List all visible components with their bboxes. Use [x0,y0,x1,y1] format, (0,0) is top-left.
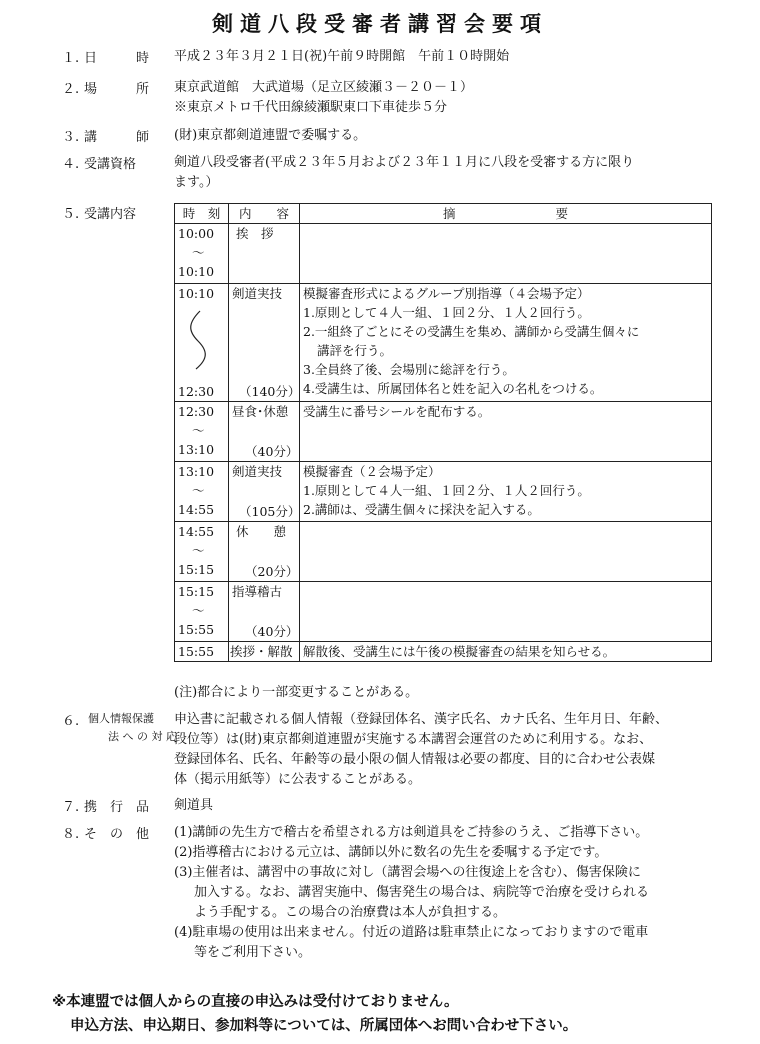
section-value [174,47,734,67]
detail-line: 2.講師は、受講生個々に採決を記入する。 [303,502,540,517]
footer-notice-1: ※本連盟では個人からの直接の申込みは受付けておりません。 [52,994,459,1010]
activity-cell [229,642,300,662]
schedule-row [175,642,712,662]
section-label [88,710,177,746]
time-tilde: 〜 [192,603,205,618]
time-tilde: 〜 [192,245,205,260]
detail-line: 解散後、受講生には午後の模擬審査の結果を知らせる。 [303,644,616,659]
detail-line: 講評を行う。 [317,343,393,358]
details-cell [300,642,712,662]
section-number: ４. [62,157,80,172]
details-cell [300,402,712,462]
other-item-cont: 加入する。なお、講習実施中、傷害発生の場合は、病院等で治療を受けられる [194,885,650,900]
details-cell [300,462,712,522]
time-start: 15:15 [178,584,215,599]
activity-duration: （40分） [245,444,299,459]
section-label: 受講資格 [84,157,137,172]
section-number: ８. [62,827,80,842]
section-line: 平成２３年３月２１日(祝)午前９時開館 午前１０時開始 [174,49,510,64]
document-title: 剣道八段受審者講習会要項 [212,11,548,36]
time-cell [175,582,229,642]
schedule-table [174,203,712,662]
time-start: 14:55 [178,524,215,539]
detail-line: 1.原則として４人一組、１回２分、１人２回行う。 [303,483,590,498]
time-end: 12:30 [178,384,215,399]
detail-line: 2.一組終了ごとにその受講生を集め、講師から受講生個々に [303,324,640,339]
section-label: 講 師 [84,130,150,145]
time-cell [175,284,229,402]
activity-cell [229,522,300,582]
schedule-row [175,402,712,462]
other-item: (2)指導稽古における元立は、講師以外に数名の先生を委嘱する予定です。 [174,845,608,860]
other-item-cont: よう手配する。この場合の治療費は本人が負担する。 [194,905,507,920]
time-start: 10:00 [178,226,215,241]
footer-notice-2: 申込方法、申込期日、参加料等については、所属団体へお問い合わせ下さい。 [70,1018,578,1034]
time-tilde: 〜 [192,483,205,498]
other-item: (4)駐車場の使用は出来ません。付近の道路は駐車禁止になっておりますので電車 [174,925,649,940]
section-label-line: 個人情報保護 [88,712,154,725]
time-cell [175,462,229,522]
activity-name: 剣道実技 [232,464,283,479]
activity-cell [229,462,300,522]
activity-cell [229,402,300,462]
details-cell [300,582,712,642]
details-cell [300,522,712,582]
time-start: 15:55 [178,644,215,659]
time-tilde: 〜 [192,543,205,558]
activity-duration: （105分） [239,504,301,519]
section-label: 受講内容 [84,207,137,222]
section-value [174,710,734,790]
time-end: 15:15 [178,562,215,577]
section-number: ５. [62,207,80,222]
section-line: 登録団体名、氏名、年齢等の最小限の個人情報は必要の都度、目的に合わせ公表媒 [174,752,656,767]
section-number: ２. [62,82,80,97]
section-value [174,78,734,118]
activity-name: 挨 拶 [236,226,274,241]
section-line: 申込書に記載される個人情報（登録団体名、漢字氏名、カナ氏名、生年月日、年齢、 [174,712,669,727]
time-end: 13:10 [178,442,215,457]
activity-name: 剣道実技 [232,286,283,301]
detail-line: 4.受講生は、所属団体名と姓を記入の名札をつける。 [303,381,603,396]
header-time: 時 刻 [175,204,229,224]
schedule-row [175,284,712,402]
section-number: ７. [62,800,80,815]
other-item: (1)講師の先生方で稽古を希望される方は剣道具をご持参のうえ、ご指導下さい。 [174,825,649,840]
detail-line: 1.原則として４人一組、１回２分、１人２回行う。 [303,305,590,320]
section-label: 場 所 [84,82,150,97]
section-value [174,153,734,193]
section-value [174,126,734,146]
activity-name: 挨拶・解散 [230,644,293,659]
activity-duration: （20分） [245,564,299,579]
section-line: 東京武道館 大武道場（足立区綾瀬３－２０－１） [174,80,474,95]
activity-name: 休 憩 [236,524,287,539]
time-start: 10:10 [178,286,215,301]
section-label-line: 法 へ の 対 応 [108,730,177,743]
activity-name: 昼食･休憩 [232,404,289,419]
activity-cell [229,224,300,284]
schedule-row [175,582,712,642]
detail-line: 3.全員終了後、会場別に総評を行う。 [303,362,515,377]
time-end: 14:55 [178,502,215,517]
time-cell [175,642,229,662]
schedule-row [175,522,712,582]
section-line: 剣道具 [174,798,214,813]
activity-name: 指導稽古 [232,584,283,599]
section-value [174,823,734,963]
other-item-cont: 等をご利用下さい。 [194,945,312,960]
section-number: １. [62,51,80,66]
schedule-note: (注)都合により一部変更することがある。 [174,685,419,700]
detail-line: 模擬審査（２会場予定） [303,464,441,479]
time-cell [175,224,229,284]
section-number: ３. [62,130,80,145]
time-cell [175,402,229,462]
time-start: 12:30 [178,404,215,419]
details-cell [300,224,712,284]
activity-cell [229,284,300,402]
section-line: 段位等）は(財)東京都剣道連盟が実施する本講習会運営のために利用する。なお、 [174,732,653,747]
header-content: 内 容 [229,204,300,224]
section-value [174,796,734,816]
detail-line: 受講生に番号シールを配布する。 [303,404,491,419]
time-end: 10:10 [178,264,215,279]
section-line: ※東京メトロ千代田線綾瀬駅東口下車徒歩５分 [174,100,448,115]
section-line: ます。） [174,175,219,190]
section-line: 剣道八段受審者(平成２３年５月および２３年１１月に八段を受審する方に限り [174,155,635,170]
schedule-row [175,224,712,284]
section-line: (財)東京都剣道連盟で委嘱する。 [174,128,367,143]
activity-cell [229,582,300,642]
activity-duration: （140分） [239,384,301,399]
section-number: ６. [62,714,80,729]
details-cell [300,284,712,402]
section-line: 体（掲示用紙等）に公表することがある。 [174,772,422,787]
time-cell [175,522,229,582]
time-tilde: 〜 [192,423,205,438]
schedule-row [175,462,712,522]
activity-duration: （40分） [245,624,299,639]
header-summary: 摘 要 [300,204,712,224]
section-label: そ の 他 [84,827,150,842]
schedule-header-row [175,204,712,224]
section-label: 携 行 品 [84,800,150,815]
wave-line [178,309,218,371]
time-end: 15:55 [178,622,215,637]
section-label: 日 時 [84,51,150,66]
time-start: 13:10 [178,464,215,479]
other-item: (3)主催者は、講習中の事故に対し（講習会場への往復途上を含む）、傷害保険に [174,865,641,880]
detail-line: 模擬審査形式によるグループ別指導（４会場予定） [303,286,590,301]
